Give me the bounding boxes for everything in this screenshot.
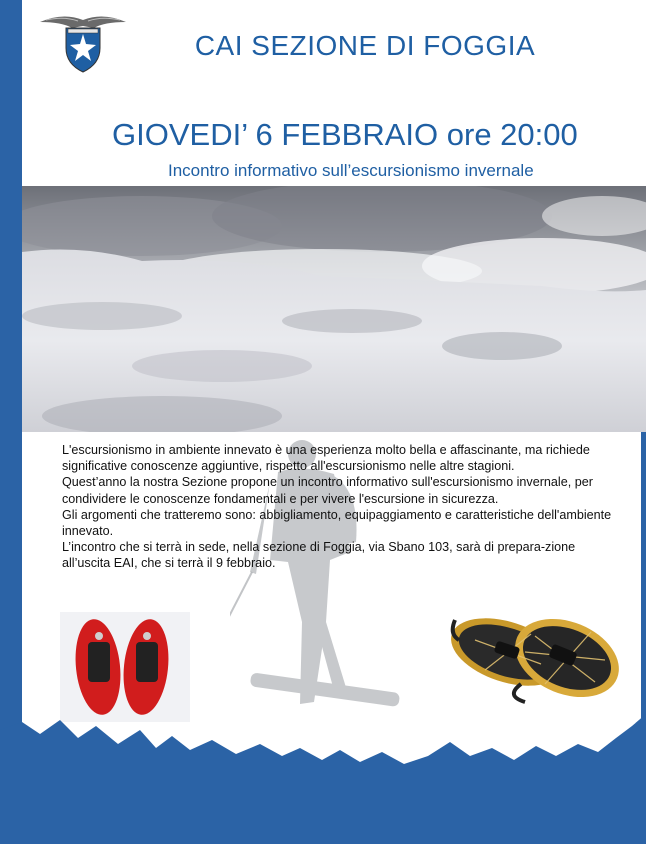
event-date-title: GIOVEDI’ 6 FEBBRAIO ore 20:00 xyxy=(112,117,578,152)
cai-logo-icon xyxy=(38,8,128,74)
description-paragraph-1: L'escursionismo in ambiente innevato è una esperienza molto bella e affascinante, ma richiede significative conoscenze aggiuntive, rispetto all'escursionismo nelle altre stagioni. xyxy=(62,443,590,474)
description-paragraph-2: Quest’anno la nostra Sezione propone un incontro informativo sull'escursionismo invernale, per condividere le conoscenze fondamentali e per vivere l'escursione in sicurezza. xyxy=(62,475,593,506)
event-subtitle: Incontro informativo sull’escursionismo invernale xyxy=(168,161,534,180)
description-paragraph-3: Gli argomenti che tratteremo sono: abbigliamento, equipaggiamento e caratteristiche dell'ambiente innevato. xyxy=(62,507,612,539)
description-paragraph-4: L’incontro che si terrà in sede, nella sezione di Foggia, via Sbano 103, sarà di prepara-zione all’uscita EAI, che si terrà il 9 febbraio. xyxy=(62,540,576,571)
snow-landscape-photo xyxy=(22,186,646,432)
mountain-silhouette-footer xyxy=(0,690,646,844)
organization-title: CAI SEZIONE DI FOGGIA xyxy=(194,30,536,61)
event-description xyxy=(62,442,620,572)
